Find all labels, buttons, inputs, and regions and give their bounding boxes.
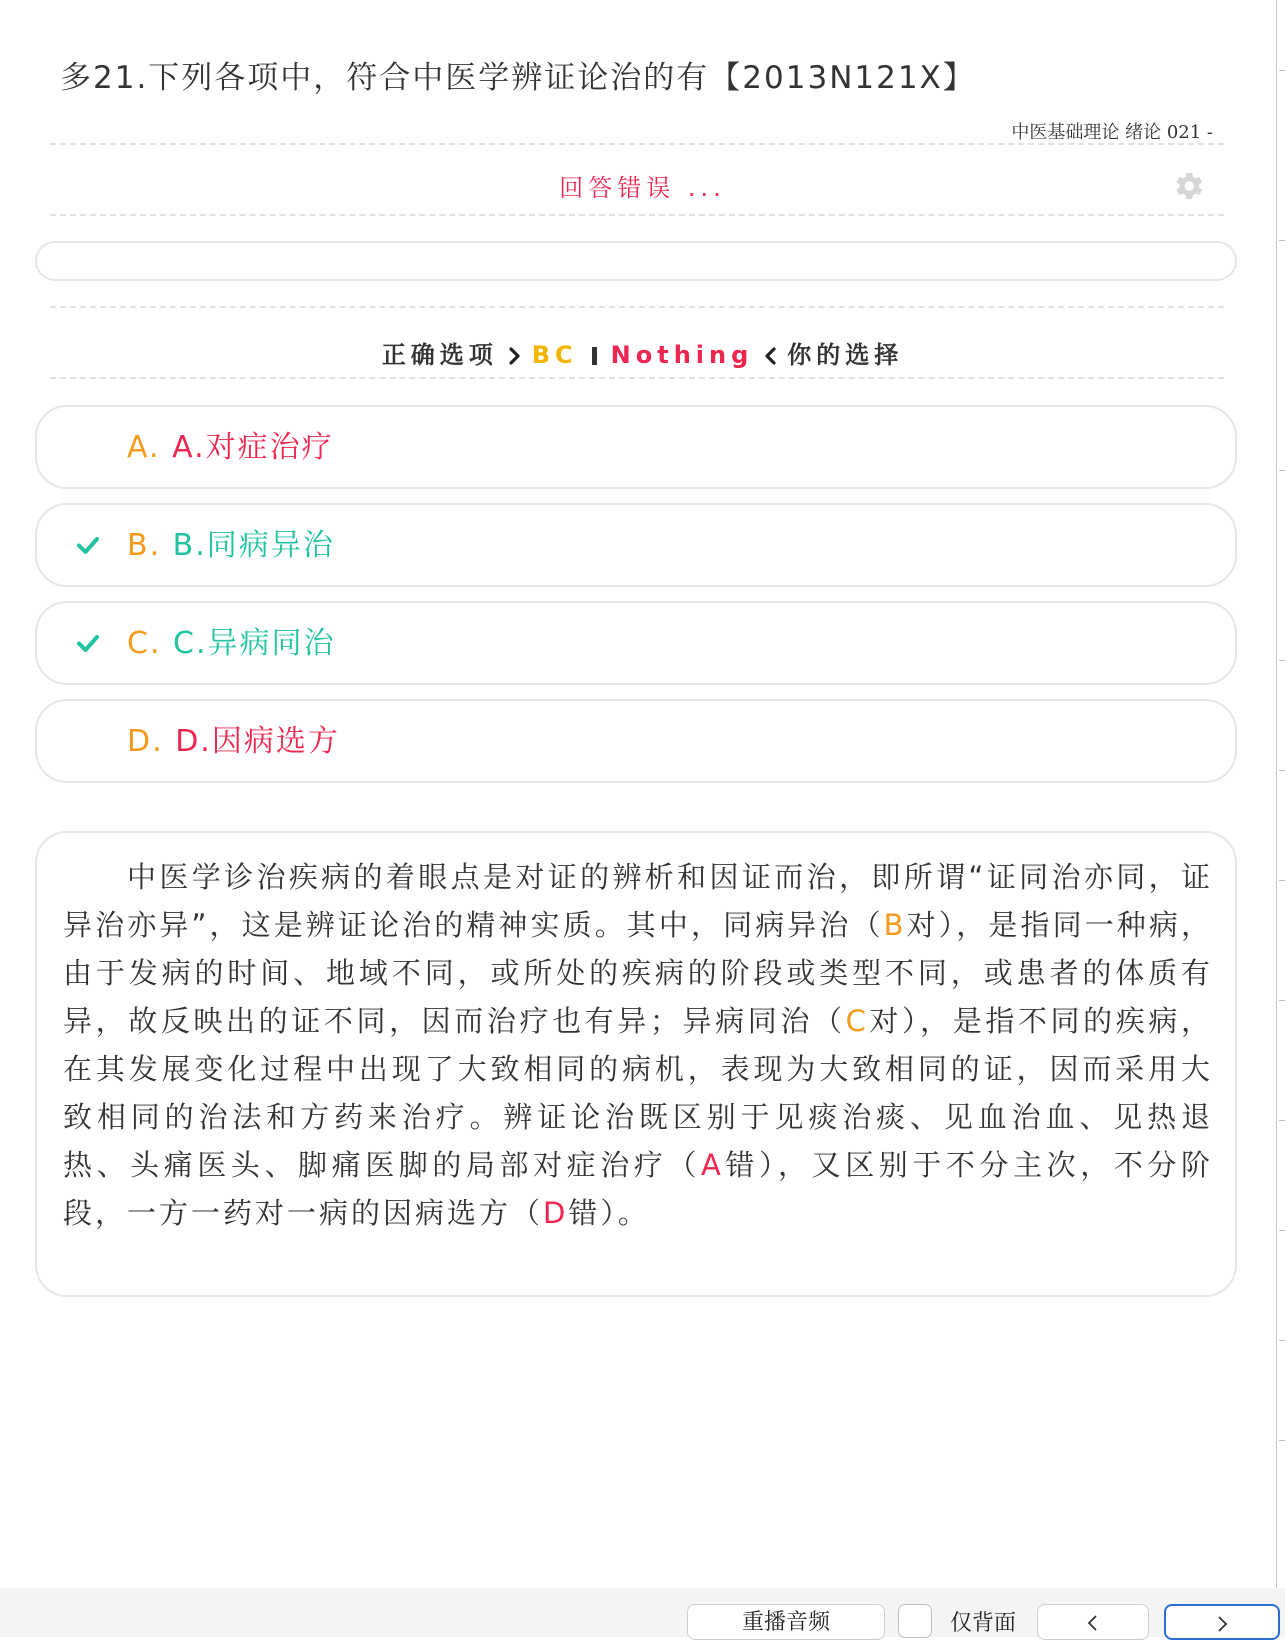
explanation-segment: 错），又区别于不分主次，不分阶段，一方一药对一病的因病选方（ (63, 1148, 1213, 1230)
explanation-box (35, 831, 1237, 1297)
option-letter: B. (127, 528, 162, 563)
option-d[interactable] (35, 699, 1237, 783)
divider (50, 377, 1224, 379)
correct-answer: BC (531, 341, 578, 369)
chevron-right-icon (508, 346, 522, 366)
back-only-checkbox[interactable] (898, 1604, 932, 1638)
option-letter: A. (127, 430, 161, 465)
option-a[interactable] (35, 405, 1237, 489)
answer-input-box (35, 241, 1237, 281)
user-answer: Nothing (610, 341, 754, 369)
question-text: 多21.下列各项中，符合中医学辨证论治的有【2013N121X】 (60, 60, 976, 96)
gear-icon[interactable] (1170, 168, 1206, 204)
window-edge (1276, 0, 1285, 1588)
previous-button[interactable] (1037, 1604, 1149, 1640)
replay-audio-button[interactable]: 重播音频 (687, 1604, 885, 1640)
explanation-mark: D (543, 1196, 569, 1230)
explanation-segment: 错）。 (568, 1196, 650, 1230)
explanation-mark: A (700, 1148, 724, 1182)
divider (50, 306, 1224, 308)
explanation-segment: 对），是指同一种病，由于发病的时间、地域不同，或所处的疾病的阶段或类型不同，或患者的体质有异，故反映出的证不同，因而治疗也有异；异病同治（ (63, 908, 1213, 1038)
explanation-mark: B (883, 908, 907, 942)
option-text: A.对症治疗 (172, 430, 334, 465)
explanation-segment: 对），是指不同的疾病，在其发展变化过程中出现了大致相同的病机，表现为大致相同的证，因而采用大致相同的治法和方药来治疗。辨证论治既区别于见痰治痰、见血治血、见热退热、头痛医头、脚痛医脚的局部对症治疗（ (63, 1004, 1213, 1182)
check-icon (75, 630, 101, 656)
explanation-text (63, 853, 1213, 1237)
option-text: C.异病同治 (173, 626, 336, 661)
chevron-right-icon (1215, 1614, 1229, 1634)
divider (50, 143, 1224, 145)
explanation-mark: C (845, 1004, 869, 1038)
option-text: B.同病异治 (172, 528, 335, 563)
option-letter: D. (127, 724, 164, 759)
chevron-left-icon (1086, 1613, 1100, 1633)
option-c[interactable] (35, 601, 1237, 685)
separator-bar (592, 347, 597, 365)
answer-status: 回答错误 ... (559, 174, 726, 202)
option-letter: C. (127, 626, 162, 661)
check-icon (75, 532, 101, 558)
correct-label: 正确选项 (381, 341, 498, 369)
answer-summary (0, 335, 1285, 375)
chevron-left-icon (763, 346, 777, 366)
divider (50, 214, 1224, 216)
bottom-toolbar (0, 1588, 1285, 1637)
explanation-segment: 中医学诊治疾病的着眼点是对证的辨析和因证而治，即所谓“证同治亦同，证异治亦异”，这是辨证论治的精神实质。其中，同病异治（ (63, 860, 1213, 942)
back-only-label: 仅背面 (950, 1610, 1017, 1635)
option-b[interactable] (35, 503, 1237, 587)
question-source: 中医基础理论 绪论 021 - (1011, 122, 1213, 143)
user-choice-label: 你的选择 (787, 341, 904, 369)
option-text: D.因病选方 (175, 724, 340, 759)
next-button[interactable] (1164, 1604, 1280, 1640)
